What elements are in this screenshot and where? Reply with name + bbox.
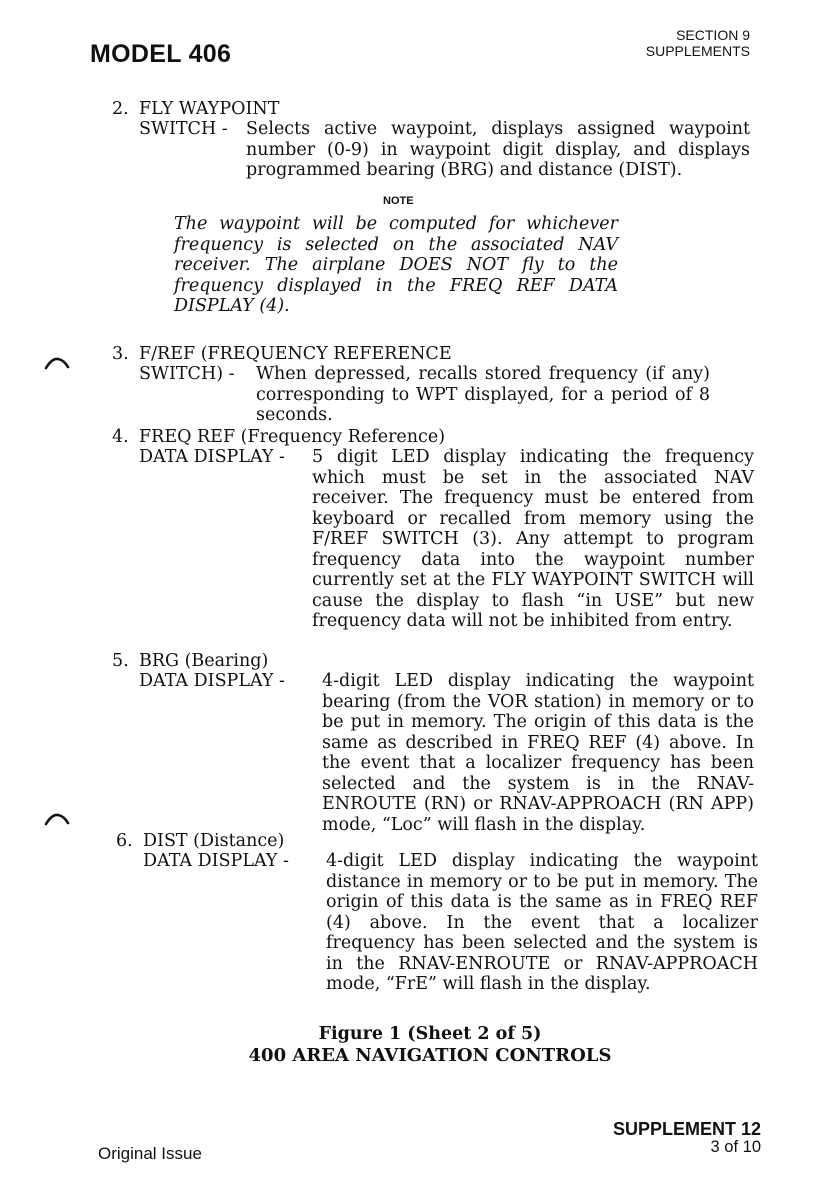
change-bar-mark: [44, 812, 70, 826]
page-number: 3 of 10: [710, 1138, 761, 1156]
item-title: DIST (Distance): [143, 831, 285, 851]
item-description: Selects active waypoint, displays assigned waypoint number (0-9) in waypoint digit display, and displays programmed bearing (BRG) and distance (DIST).: [246, 119, 750, 180]
item-title: F/REF (FREQUENCY REFERENCE: [139, 344, 452, 364]
change-bar-mark: [44, 356, 70, 370]
item-number: 2.: [112, 99, 129, 119]
figure-caption: Figure 1 (Sheet 2 of 5): [318, 1024, 542, 1044]
item-title: FLY WAYPOINT: [139, 99, 280, 119]
section-header: [646, 27, 750, 59]
item-title: BRG (Bearing): [139, 651, 269, 671]
item-term: DATA DISPLAY -: [143, 851, 289, 871]
item-description: When depressed, recalls stored frequency (if any) corresponding to WPT displayed, for a period of 8 seconds.: [256, 364, 710, 425]
section-label: SECTION 9: [676, 27, 750, 43]
item-number: 6.: [116, 831, 133, 851]
item-term: SWITCH) -: [139, 364, 235, 384]
item-description: 4-digit LED display indicating the waypoint distance in memory or to be put in memory. The origin of this data is the same as in FREQ REF (4) above. In the event that a localizer frequency has been selected and the system is in the RNAV-ENROUTE or RNAV-APPROACH mode, “FrE” will flash in the display.: [326, 851, 758, 994]
issue-label: Original Issue: [98, 1144, 202, 1163]
item-title: FREQ REF (Frequency Reference): [139, 427, 446, 447]
item-term: DATA DISPLAY -: [139, 671, 285, 691]
note-heading: NOTE: [383, 195, 414, 207]
item-term: SWITCH -: [139, 119, 228, 139]
figure-title: 400 AREA NAVIGATION CONTROLS: [248, 1045, 612, 1066]
item-description: 5 digit LED display indicating the frequency which must be set in the associated NAV receiver. The frequency must be entered from keyboard or recalled from memory using the F/REF SWITCH (3). Any attempt to program frequency data into the waypoint number currently set at the FLY WAYPOINT SWITCH will cause the display to flash “in USE” but new frequency data will not be inhibited from entry.: [312, 447, 754, 631]
item-number: 5.: [112, 651, 129, 671]
item-number: 4.: [112, 427, 129, 447]
item-term: DATA DISPLAY -: [139, 447, 285, 467]
model-title: MODEL 406: [90, 40, 232, 68]
item-description: 4-digit LED display indicating the waypoint bearing (from the VOR station) in memory or to be put in memory. The origin of this data is the same as described in FREQ REF (4) above. In the event that a localizer frequency has been selected and the system is in the RNAV-ENROUTE (RN) or RNAV-APPROACH (RN APP) mode, “Loc” will flash in the display.: [322, 671, 754, 835]
item-number: 3.: [112, 344, 129, 364]
supplement-number: SUPPLEMENT 12: [612, 1119, 761, 1139]
supplements-label: SUPPLEMENTS: [645, 43, 750, 59]
note-text: The waypoint will be computed for whichever frequency is selected on the associated NAV receiver. The airplane DOES NOT fly to the frequency displayed in the FREQ REF DATA DISPLAY (4).: [174, 214, 618, 316]
